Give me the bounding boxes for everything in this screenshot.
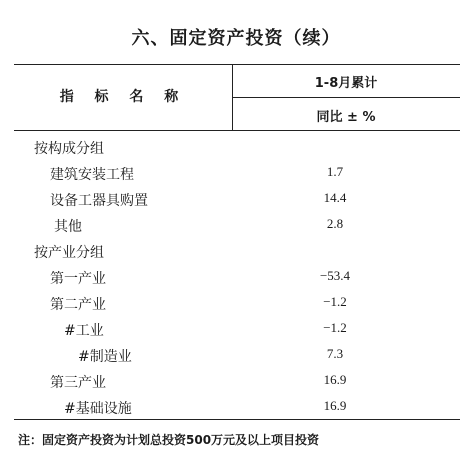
table-bottom-rule — [14, 419, 460, 420]
row-value: −53.4 — [319, 268, 351, 283]
row-label: 其他 — [54, 219, 82, 235]
table-row — [0, 216, 472, 242]
row-value: 7.3 — [326, 346, 344, 361]
footnote: 注：固定资产投资为计划总投资500万元及以上项目投资 — [18, 433, 320, 447]
table-row — [0, 190, 472, 216]
row-label: 建筑安装工程 — [50, 167, 134, 183]
row-value: 2.8 — [326, 216, 344, 231]
row-value: −1.2 — [323, 320, 347, 335]
row-label: #工业 — [64, 323, 104, 339]
row-value: 14.4 — [323, 190, 347, 205]
table-row — [0, 164, 472, 190]
header-bottom-rule — [14, 130, 460, 131]
indicator-name-header: 指 标 名 称 — [59, 89, 187, 105]
table-row — [0, 294, 472, 320]
period-header: 1-8月累计 — [314, 76, 378, 91]
table-row — [0, 398, 472, 424]
table-row — [0, 346, 472, 372]
row-label: 按产业分组 — [34, 245, 104, 261]
table-row — [0, 268, 472, 294]
row-label: 第一产业 — [50, 271, 106, 287]
row-label: 按构成分组 — [34, 141, 104, 157]
row-label: 设备工器具购置 — [50, 193, 148, 209]
table-row — [0, 320, 472, 346]
row-label: #制造业 — [78, 349, 132, 365]
row-value: 16.9 — [323, 398, 347, 413]
table-row — [0, 372, 472, 398]
row-label: 第二产业 — [50, 297, 106, 313]
table-row — [0, 242, 472, 268]
row-value: 16.9 — [323, 372, 347, 387]
header-inner-rule — [232, 97, 460, 98]
row-value: 1.7 — [326, 164, 344, 179]
row-label: 第三产业 — [50, 375, 106, 391]
table-top-rule — [14, 64, 460, 65]
row-value: −1.2 — [323, 294, 347, 309]
table-row — [0, 138, 472, 164]
yoy-header: 同比 ± % — [316, 110, 376, 125]
row-label: #基础设施 — [64, 401, 132, 417]
table-title: 六、固定资产投资（续） — [131, 28, 341, 49]
